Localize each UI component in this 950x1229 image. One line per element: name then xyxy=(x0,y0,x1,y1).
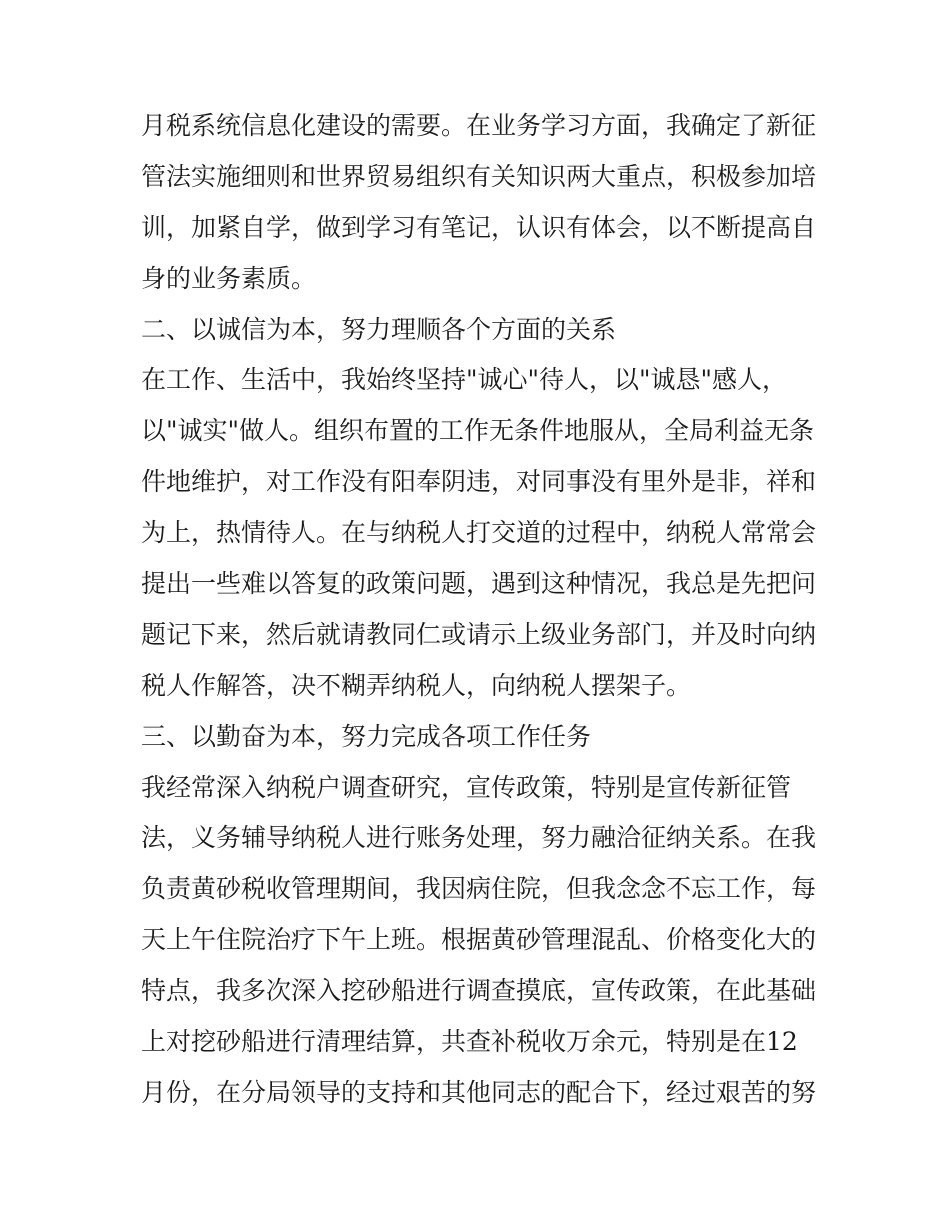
text-line: 天上午住院治疗下午上班。根据黄砂管理混乱、价格变化大的 xyxy=(141,925,817,955)
text-line: 提出一些难以答复的政策问题，遇到这种情况，我总是先把问 xyxy=(141,569,817,599)
text-line: 训，加紧自学，做到学习有笔记，认识有体会，以不断提高自 xyxy=(141,212,817,242)
text-line: 月税系统信息化建设的需要。在业务学习方面，我确定了新征 xyxy=(141,111,817,140)
text-line: 身的业务素质。 xyxy=(141,263,317,293)
text-line: 二、以诚信为本，努力理顺各个方面的关系 xyxy=(141,314,617,344)
text-line: 三、以勤奋为本，努力完成各项工作任务 xyxy=(141,721,592,751)
text-line: 特点，我多次深入挖砂船进行调查摸底，宣传政策，在此基础 xyxy=(141,976,817,1006)
document-body xyxy=(141,101,821,1119)
text-line: 我经常深入纳税户调查研究，宣传政策，特别是宣传新征管 xyxy=(141,772,792,802)
text-line: 上对挖砂船进行清理结算，共查补税收万余元，特别是在12 xyxy=(141,1027,798,1057)
text-line: 管法实施细则和世界贸易组织有关知识两大重点，积极参加培 xyxy=(141,161,817,191)
text-line: 以"诚实"做人。组织布置的工作无条件地服从，全局利益无条 xyxy=(141,416,815,446)
text-line: 在工作、生活中，我始终坚持"诚心"待人，以"诚恳"感人， xyxy=(141,365,787,395)
text-line: 件地维护，对工作没有阳奉阴违，对同事没有里外是非，祥和 xyxy=(141,467,817,497)
text-line: 法，义务辅导纳税人进行账务处理，努力融洽征纳关系。在我 xyxy=(141,823,817,853)
text-line: 题记下来，然后就请教同仁或请示上级业务部门，并及时向纳 xyxy=(141,619,817,649)
text-line: 负责黄砂税收管理期间，我因病住院，但我念念不忘工作，每 xyxy=(141,874,817,904)
text-line: 月份，在分局领导的支持和其他同志的配合下，经过艰苦的努 xyxy=(141,1077,817,1107)
text-line: 税人作解答，决不糊弄纳税人，向纳税人摆架子。 xyxy=(141,670,692,700)
text-line: 为上，热情待人。在与纳税人打交道的过程中，纳税人常常会 xyxy=(141,518,817,548)
